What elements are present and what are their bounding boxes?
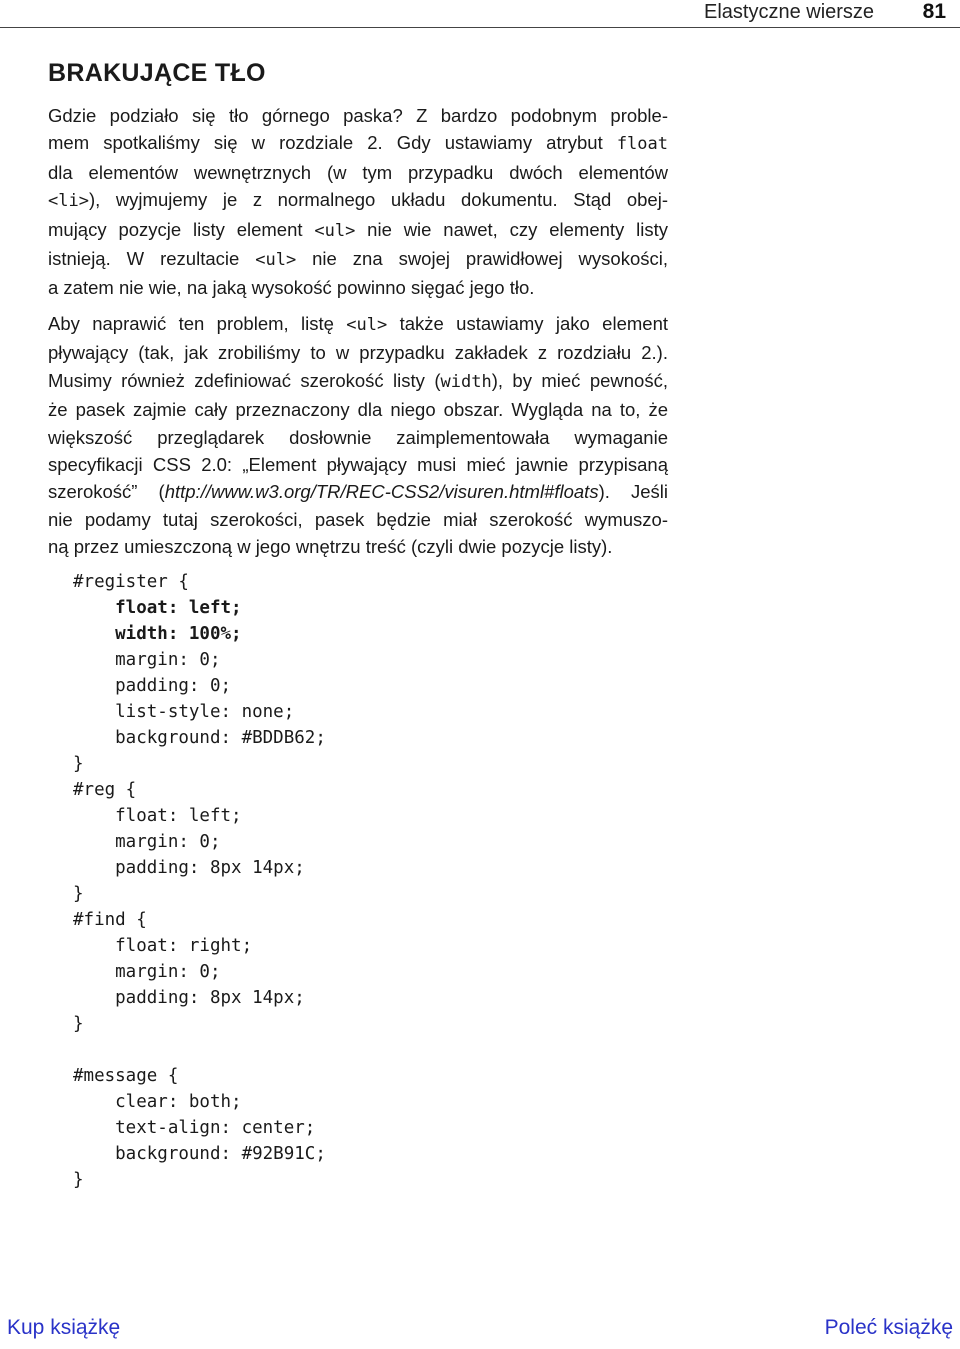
code-line: float: left; — [73, 806, 242, 826]
paragraph-line — [48, 186, 668, 215]
paragraph-line: ną przez umieszczoną w jego wnętrzu treść (czyli dwie pozycje listy). — [48, 536, 613, 558]
paragraph-line: pływający (tak, jak zrobiliśmy to w przypadku zakładek z rozdziału 2.). — [48, 342, 668, 364]
code-line: padding: 0; — [73, 676, 232, 696]
code-line: background: #BDDB62; — [73, 728, 326, 748]
code-line: } — [73, 754, 84, 774]
paragraph-line — [48, 129, 668, 158]
section-title: BRAKUJĄCE TŁO — [48, 59, 266, 87]
paragraph-line: większość przeglądarek dosłownie zaimplementowała wymaganie — [48, 426, 668, 448]
text-run: Aby naprawić ten problem, listę — [48, 313, 347, 334]
text-run: także ustawiamy jako element — [387, 313, 668, 334]
text-run: istnieją. W rezultacie — [48, 248, 256, 270]
spec-url: http://www.w3.org/TR/REC-CSS2/visuren.html#floats — [164, 481, 599, 503]
inline-code: <ul> — [255, 250, 297, 271]
inline-code: width — [440, 371, 492, 392]
page-number: 81 — [922, 0, 946, 23]
code-line — [73, 1037, 326, 1063]
code-line: #find { — [73, 910, 147, 930]
inline-code: <ul> — [346, 315, 388, 335]
paragraph-line — [48, 216, 668, 245]
code-line: margin: 0; — [73, 832, 221, 852]
paragraph-2 — [48, 310, 668, 561]
code-line: margin: 0; — [73, 962, 221, 982]
code-line: padding: 8px 14px; — [73, 858, 305, 878]
paragraph-line — [48, 367, 668, 396]
code-line: background: #92B91C; — [73, 1144, 326, 1164]
buy-book-link[interactable]: Kup książkę — [7, 1316, 121, 1339]
header-rule — [0, 27, 960, 28]
text-run: Musimy również zdefiniować szerokość listy ( — [48, 369, 441, 391]
inline-code: <li> — [48, 191, 89, 212]
text-run: nie zna swojej prawidłowej wysokości, — [296, 248, 668, 270]
paragraph-line: dla elementów wewnętrznych (w tym przypadku dwóch elementów — [48, 161, 668, 183]
code-line: padding: 8px 14px; — [73, 988, 305, 1008]
recommend-book-link[interactable]: Poleć książkę — [824, 1316, 953, 1339]
code-line: text-align: center; — [73, 1118, 316, 1138]
code-line: list-style: none; — [73, 702, 295, 722]
text-run: mujący pozycje listy element — [48, 218, 315, 240]
paragraph-line: nie podamy tutaj szerokości, pasek będzie miał szerokość wymuszo- — [48, 508, 668, 530]
paragraph-line: że pasek zajmie cały przeznaczony dla niego obszar. Wygląda na to, że — [48, 399, 668, 421]
code-line: } — [73, 1170, 84, 1190]
text-run: ). Jeśli — [598, 481, 668, 503]
text-run: ), by mieć pewność, — [491, 369, 668, 391]
code-line: #message { — [73, 1066, 179, 1086]
code-line: #reg { — [73, 780, 137, 800]
paragraph-line: a zatem nie wie, na jaką wysokość powinno sięgać jego tło. — [48, 277, 535, 299]
text-run: mem spotkaliśmy się w rozdziale 2. Gdy ustawiamy atrybut — [48, 132, 617, 154]
paragraph-line: Gdzie podziało się tło górnego paska? Z bardzo podobnym proble- — [48, 105, 668, 126]
text-run: nie wie nawet, czy elementy listy — [355, 218, 669, 240]
code-block — [73, 569, 326, 1193]
inline-code: float — [616, 134, 668, 155]
code-line: } — [73, 1014, 84, 1034]
inline-code: <ul> — [314, 220, 356, 241]
code-line: float: right; — [73, 936, 253, 956]
code-line: } — [73, 884, 84, 904]
paragraph-line: specyfikacji CSS 2.0: „Element pływający musi mieć jawnie przypisaną — [48, 454, 668, 476]
paragraph-line — [48, 310, 668, 339]
page-header — [0, 0, 960, 27]
paragraph-line — [48, 245, 668, 274]
code-line: margin: 0; — [73, 650, 221, 670]
code-line: width: 100%; — [73, 624, 242, 644]
text-run: szerokość” ( — [48, 481, 165, 503]
code-line: float: left; — [73, 598, 242, 618]
code-line: #register { — [73, 572, 189, 592]
paragraph-line — [48, 478, 668, 505]
text-run: ), wyjmujemy je z normalnego układu dokumentu. Stąd obej- — [88, 189, 668, 211]
running-title: Elastyczne wiersze — [704, 1, 875, 23]
paragraph-1 — [48, 102, 668, 302]
code-line: clear: both; — [73, 1092, 242, 1112]
